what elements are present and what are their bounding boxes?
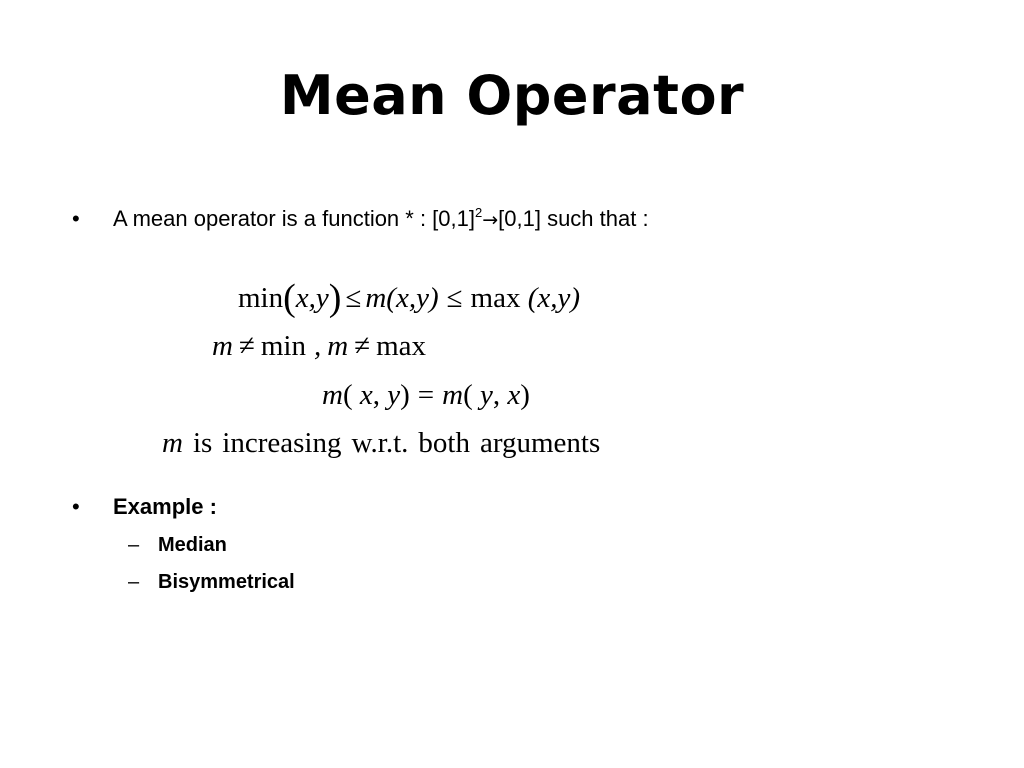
definition-text: A mean operator is a function * : [0,1] [113,206,475,231]
slide-title: Mean Operator [279,64,745,127]
eq3-lhs-close: ) [400,379,410,411]
eq1-mean: m(x,y) [365,282,439,314]
eq3-x1: x [359,379,373,411]
eq1-rparen: ) [328,277,342,319]
eq1-args2: (x,y) [527,282,581,314]
eq2-max: max [376,330,427,362]
eq3-y2: y [480,379,493,411]
eq3-m2: m [442,379,464,411]
eq1-lparen: ( [283,277,296,319]
eq2-neq2: ≠ [354,330,371,362]
eq1-le1: ≤ [345,282,362,314]
eq4-both: both [418,427,470,459]
bullet-example [72,493,217,521]
bullet-definition [72,205,649,234]
dash-marker: – [128,534,140,556]
eq3-comma2: , [492,379,501,411]
eq1-args: x,y [295,282,329,314]
eq3-y1: y [387,379,401,411]
equation-monotonic [162,423,600,463]
sub-item-label: Median [158,534,227,556]
eq1-max: max [470,282,521,314]
eq2-m2: m [327,330,349,362]
sub-item-bisymmetrical [128,569,295,595]
eq3-x2: x [507,379,521,411]
eq1-min: min [238,282,284,314]
eq3-comma1: , [372,379,380,411]
sub-item-median [128,532,227,558]
definition-tail: [0,1] such that : [498,206,649,231]
arrow-symbol: → [482,209,499,231]
eq4-arguments: arguments [479,427,601,459]
sub-item-label: Bisymmetrical [158,571,295,593]
eq3-equals: = [417,379,435,411]
eq3-lhs-open: ( [342,379,353,411]
eq1-le2: ≤ [446,282,463,314]
eq3-rhs-close: ) [520,379,530,411]
equation-not-min-max [212,326,426,366]
eq4-m: m [162,427,183,459]
definition-superscript: 2 [475,205,483,220]
equation-bounds [238,278,580,318]
bullet-marker: • [72,494,80,519]
eq4-wrt: w.r.t. [351,427,409,459]
eq2-min: min [260,330,306,362]
eq4-is: is [192,427,213,459]
bullet-marker: • [72,206,80,231]
eq3-rhs-open: ( [463,379,473,411]
eq2-neq1: ≠ [238,330,255,362]
eq3-m1: m [322,379,343,411]
dash-marker: – [128,571,140,593]
equation-symmetry [322,375,530,415]
eq2-comma: , [314,330,322,362]
eq2-m1: m [212,330,233,362]
example-heading: Example : [113,494,217,519]
eq4-increasing: increasing [222,427,342,459]
